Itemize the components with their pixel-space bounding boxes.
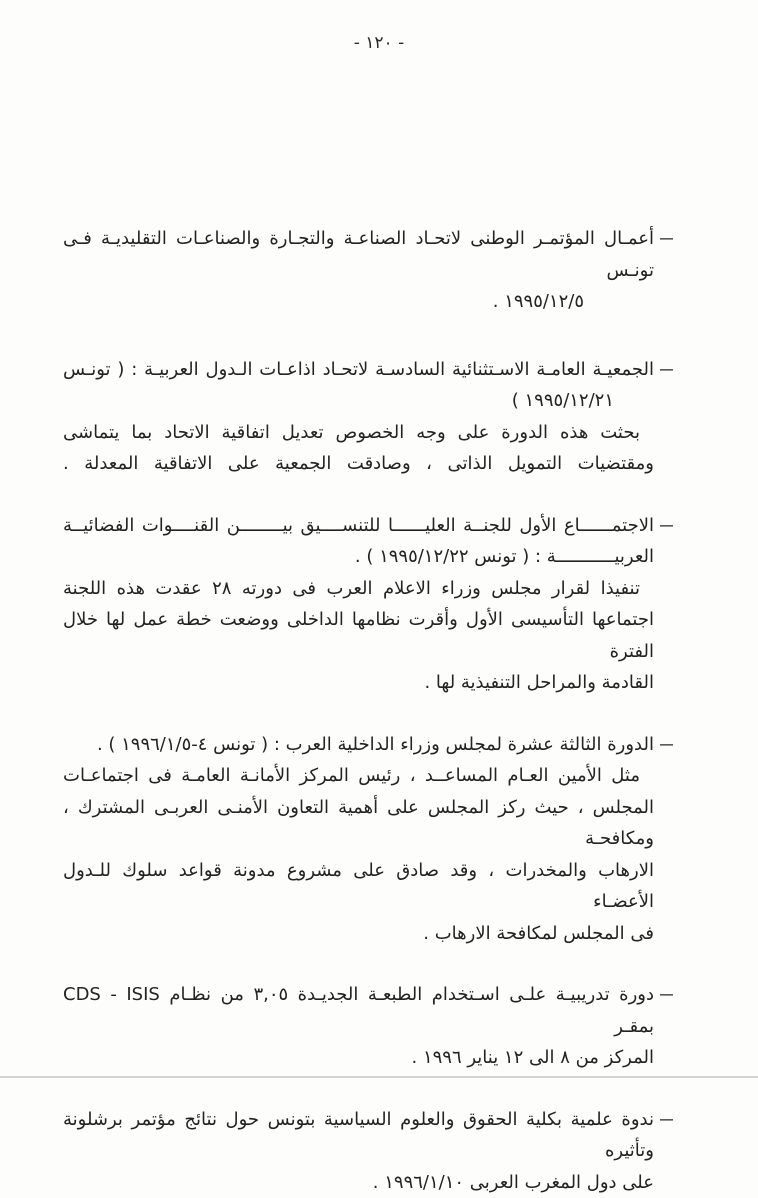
list-item	[63, 729, 680, 950]
item-line: الارهاب والمخدرات ، وقد صادق على مشروع مدونة قواعد سلوك للـدول الأعضـاء	[63, 855, 654, 918]
item-line: ١٩٩٥/١٢/٢١ )	[63, 385, 654, 417]
list-item	[63, 1104, 680, 1198]
item-line: العربيـــــــــــة : ( تونس ١٩٩٥/١٢/٢٢ ) .	[63, 541, 654, 573]
item-line: الدورة الثالثة عشرة لمجلس وزراء الداخلية العرب : ( تونس ٤-١٩٩٦/١/٥ ) .	[63, 729, 654, 761]
item-line: تنفيذا لقرار مجلس وزراء الاعلام العرب فى دورته ٢٨ عقدت هذه اللجنة	[63, 573, 654, 605]
item-line: ١٩٩٥/١٢/٥ .	[63, 286, 654, 318]
dash-bullet-icon	[662, 1104, 680, 1198]
item-line: المركز من ٨ الى ١٢ يناير ١٩٩٦ .	[63, 1042, 654, 1074]
item-line: فى المجلس لمكافحة الارهاب .	[63, 918, 654, 950]
item-line: المجلس ، حيث ركز المجلس على أهمية التعاون الأمنـى العربـى المشترك ، ومكافحـة	[63, 792, 654, 855]
dash-bullet-icon	[662, 979, 680, 1074]
item-text	[63, 510, 654, 699]
item-text	[63, 354, 654, 480]
dash-glyph: –	[658, 979, 674, 1011]
item-line: على دول المغرب العربى ١٩٩٦/١/١٠ .	[63, 1167, 654, 1198]
item-line: ندوة علمية بكلية الحقوق والعلوم السياسية بتونس حول نتائج مؤتمر برشلونة وتأثيره	[63, 1104, 654, 1167]
dash-glyph: –	[658, 729, 674, 761]
dash-bullet-icon	[662, 223, 680, 318]
list-item	[63, 510, 680, 699]
dash-bullet-icon	[662, 510, 680, 699]
item-line: اجتماعها التأسيسى الأول وأقرت نظامها الداخلى ووضعت خطة عمل لها خلال الفترة	[63, 604, 654, 667]
dash-glyph: –	[658, 354, 674, 386]
item-text	[63, 979, 654, 1074]
item-line: بحثت هذه الدورة على وجه الخصوص تعديل اتفاقية الاتحاد بما يتماشى	[63, 417, 654, 449]
list-item	[63, 223, 680, 318]
list-item	[63, 354, 680, 480]
bullet-list	[63, 223, 680, 1198]
item-text	[63, 1104, 654, 1198]
item-line: القادمة والمراحل التنفيذية لها .	[63, 667, 654, 699]
dash-bullet-icon	[662, 729, 680, 950]
item-line: الاجتمــــــاع الأول للجنــة العليــــــا للتنســــيق بيــــــــن القنــــوات الفضائيــة	[63, 510, 654, 542]
item-line: ومقتضيات التمويل الذاتى ، وصادقت الجمعية على الاتفاقية المعدلة .	[63, 448, 654, 480]
list-item	[63, 979, 680, 1074]
document-page	[0, 33, 758, 1198]
item-text	[63, 223, 654, 318]
item-line: مثل الأمين العـام المساعــد ، رئيس المركز الأمانـة العامـة فى اجتماعـات	[63, 760, 654, 792]
item-line: دورة تدريبيـة علـى اسـتخدام الطبعـة الجديـدة ٣,٠٥ من نظـام CDS - ISIS بمقـر	[63, 979, 654, 1042]
page-number: - ١٢٠ -	[0, 33, 758, 57]
item-text	[63, 729, 654, 950]
dash-glyph: –	[658, 510, 674, 542]
item-line: الجمعيـة العامـة الاسـتثنائية السادسـة لاتحـاد اذاعـات الـدول العربيـة : ( تونـس	[63, 354, 654, 386]
dash-glyph: –	[658, 1104, 674, 1136]
item-line: أعمـال المؤتمـر الوطنى لاتحـاد الصناعـة والتجـارة والصناعـات التقليديـة فـى تونـس	[63, 223, 654, 286]
dash-bullet-icon	[662, 354, 680, 480]
dash-glyph: –	[658, 223, 674, 255]
